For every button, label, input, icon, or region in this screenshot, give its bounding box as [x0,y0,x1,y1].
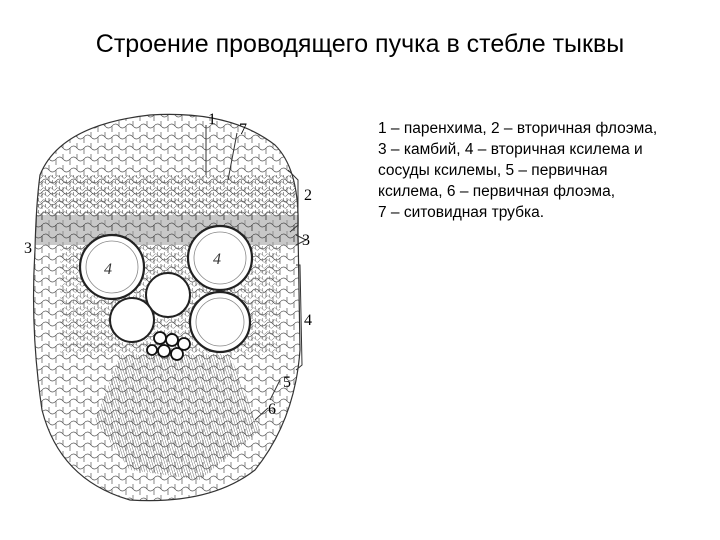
legend-line: сосуды ксилемы, 5 – первичная [378,162,608,179]
label-1: 1 [208,111,216,128]
label-3-left: 3 [24,240,32,257]
vessel-mark: 4 [213,251,221,268]
vessel-circle [110,298,154,342]
page-title: Строение проводящего пучка в стебле тыквы [95,30,625,58]
legend-line: ксилема, 6 – первичная флоэма, [378,183,615,200]
cambium-zone [30,215,310,245]
label-6: 6 [268,401,276,418]
label-7: 7 [239,121,247,138]
label-5: 5 [283,374,291,391]
legend-line: 7 – ситовидная трубка. [378,204,545,221]
legend-line: 1 – паренхима, 2 – вторичная флоэма, [378,120,658,137]
label-4: 4 [304,312,312,329]
legend-line: 3 – камбий, 4 – вторичная ксилема и [378,141,643,158]
label-3: 3 [302,232,310,249]
vessel-circle [80,235,144,299]
secondary-phloem-zone [30,175,310,215]
vessel-mark: 4 [104,261,112,278]
label-2: 2 [304,187,312,204]
vessel-circle [190,292,250,352]
